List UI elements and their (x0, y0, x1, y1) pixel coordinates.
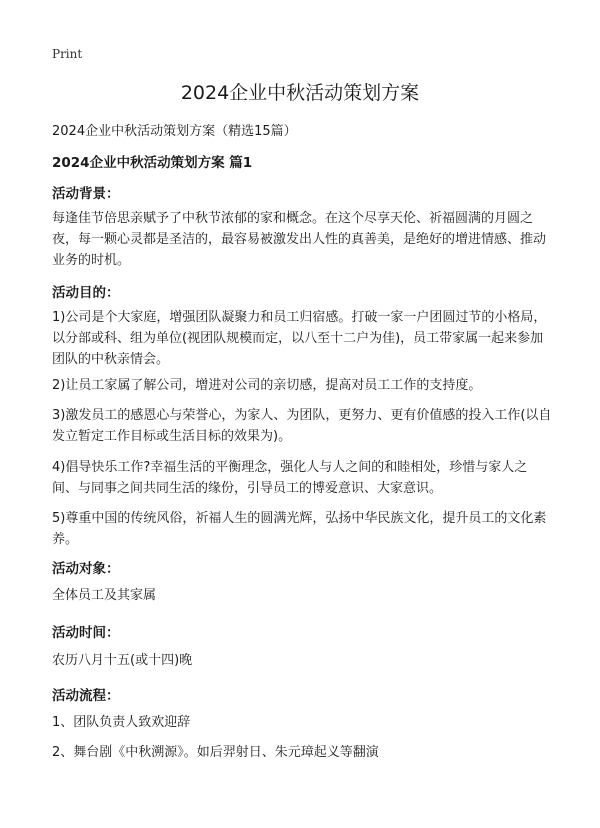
audience-heading: 活动对象： (52, 561, 120, 577)
audience-text: 全体员工及其家属 (52, 588, 157, 603)
time-heading: 活动时间： (52, 625, 120, 641)
purpose-item-3: 3)激发员工的感恩心与荣誉心，为家人、为团队，更努力、更有价值感的投入工作(以自发立暂定工作目标或生活目标的效果为)。 (52, 408, 552, 444)
document-subtitle: 2024企业中秋活动策划方案（精选15篇） (52, 124, 297, 139)
purpose-item-1: 1)公司是个大家庭，增强团队凝聚力和员工归宿感。打破一家一户团圆过节的小格局，以分部或科、组为单位(视团队规模而定，以八至十二户为佳)，员工带家属一起来参加团队的中秋亲情会。 (52, 310, 547, 367)
process-item-2: 2、舞台剧《中秋溯源》。如后羿射日、朱元璋起义等翻演 (52, 745, 379, 760)
article-heading: 2024企业中秋活动策划方案 篇1 (52, 155, 253, 171)
process-heading: 活动流程： (52, 688, 120, 704)
process-item-1: 1、团队负责人致欢迎辞 (52, 715, 191, 730)
purpose-heading: 活动目的： (52, 285, 120, 301)
print-link[interactable]: Print (52, 47, 83, 61)
purpose-item-4: 4)倡导快乐工作?幸福生活的平衡理念，强化人与人之间的和睦相处，珍惜与家人之间、与同事之间共同生活的缘份，引导员工的博爱意识、大家意识。 (52, 460, 528, 496)
purpose-item-2: 2)让员工家属了解公司，增进对公司的亲切感，提高对员工工作的支持度。 (52, 378, 482, 393)
page-title: 2024企业中秋活动策划方案 (180, 82, 420, 104)
background-heading: 活动背景： (52, 186, 120, 202)
purpose-item-5: 5)尊重中国的传统风俗，祈福人生的圆满光辉，弘扬中华民族文化，提升员工的文化素养。 (52, 511, 547, 547)
background-text: 每逢佳节倍思亲赋予了中秋节浓郁的家和概念。在这个尽享天伦、祈福圆满的月圆之夜，每一颗心灵都是圣洁的，最容易被激发出人性的真善美，是绝好的增进情感、推动业务的时机。 (52, 211, 547, 268)
time-text: 农历八月十五(或十四)晚 (52, 653, 193, 668)
